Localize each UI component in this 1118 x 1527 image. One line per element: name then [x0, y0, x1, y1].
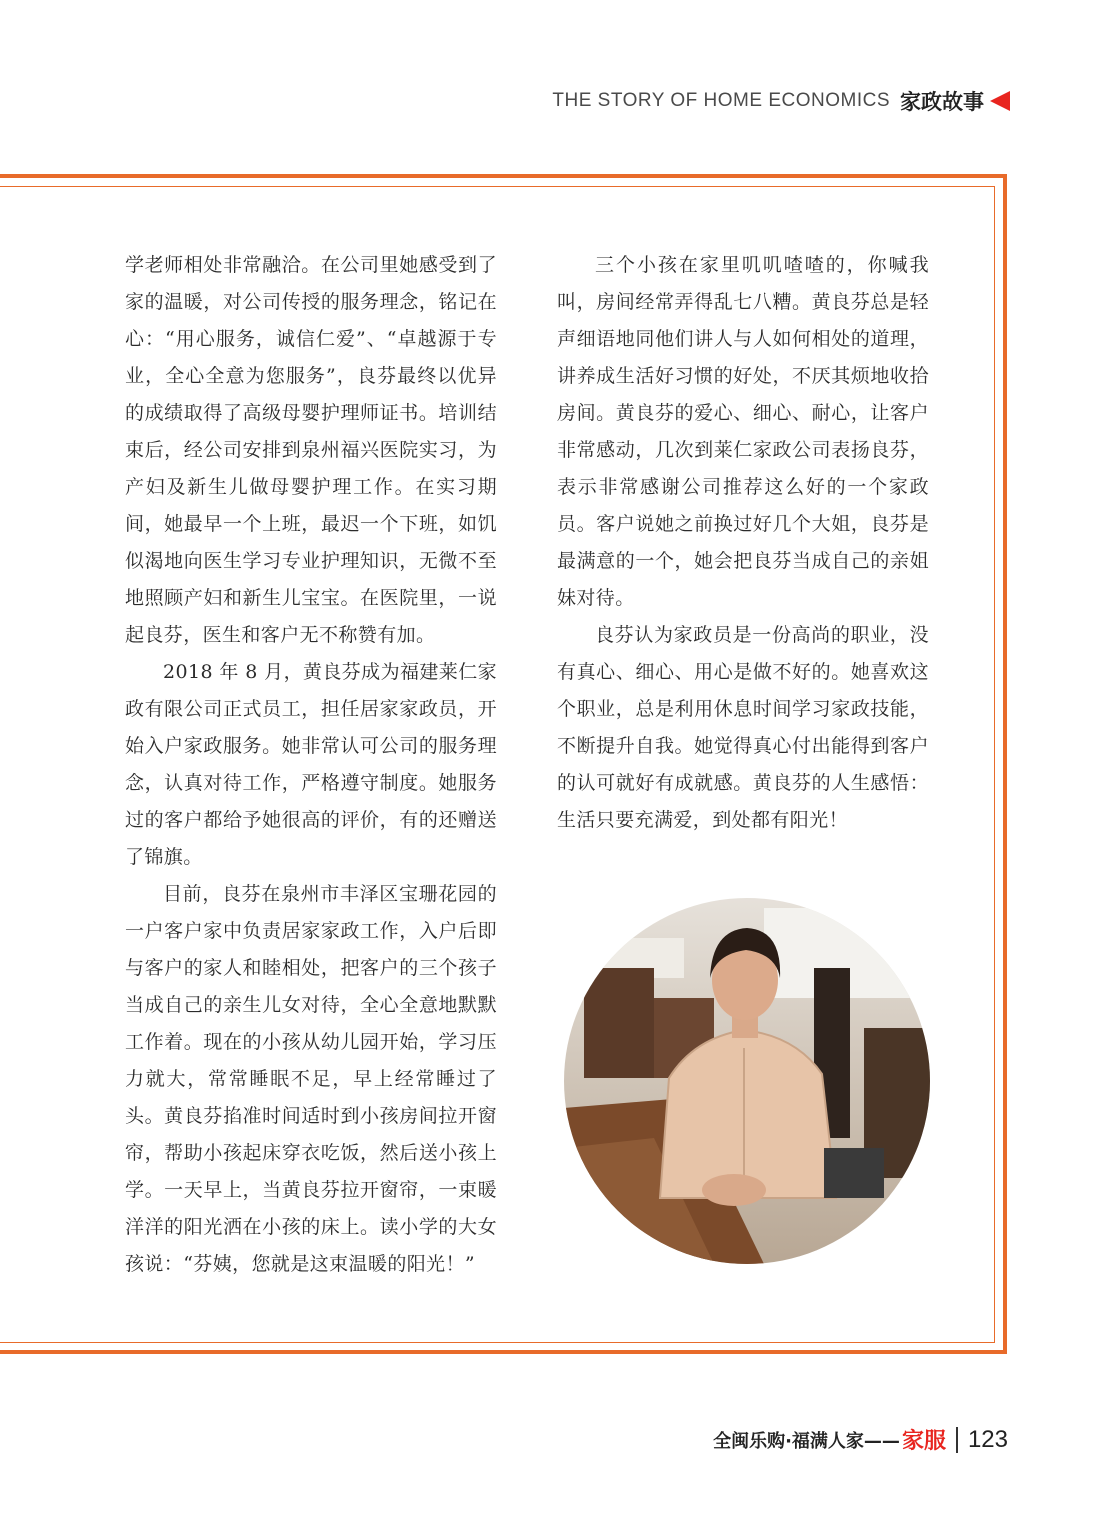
article-right-column	[557, 247, 929, 839]
paragraph: 三个小孩在家里叽叽喳喳的，你喊我叫，房间经常弄得乱七八糟。黄良芬总是轻声细语地同他们讲人与人如何相处的道理，讲养成生活好习惯的好处，不厌其烦地收拾房间。黄良芬的爱心、细心、耐心，让客户非常感动，几次到莱仁家政公司表扬良芬，表示非常感谢公司推荐这么好的一个家政员。客户说她之前换过好几个大姐，良芬是最满意的一个，她会把良芬当成自己的亲姐妹对待。	[557, 254, 929, 609]
footer-brand: 家服	[901, 1429, 946, 1454]
paragraph: 2018 年 8 月，黄良芬成为福建莱仁家政有限公司正式员工，担任居家家政员，开始入户家政服务。她非常认可公司的服务理念，认真对待工作，严格遵守制度。她服务过的客户都给予她很高的评价，有的还赠送了锦旗。	[125, 661, 497, 868]
section-header	[552, 86, 1010, 116]
article-left-column	[125, 247, 497, 1283]
paragraph: 学老师相处非常融洽。在公司里她感受到了家的温暖，对公司传授的服务理念，铭记在心：“用心服务，诚信仁爱”、“卓越源于专业，全心全意为您服务”，良芬最终以优异的成绩取得了高级母婴护理师证书。培训结束后，经公司安排到泉州福兴医院实习，为产妇及新生儿做母婴护理工作。在实习期间，她最早一个上班，最迟一个下班，如饥似渴地向医生学习专业护理知识，无微不至地照顾产妇和新生儿宝宝。在医院里，一说起良芬，医生和客户无不称赞有加。	[125, 254, 497, 646]
portrait-photo	[564, 898, 930, 1264]
portrait-illustration	[564, 898, 930, 1264]
left-arrow-icon	[990, 91, 1010, 111]
paragraph: 良芬认为家政员是一份高尚的职业，没有真心、细心、用心是做不好的。她喜欢这个职业，总是利用休息时间学习家政技能，不断提升自我。她觉得真心付出能得到客户的认可就好有成就感。黄良芬的人生感悟：生活只要充满爱，到处都有阳光！	[557, 624, 929, 831]
page-number: 123	[967, 1425, 1008, 1453]
section-title-chinese: 家政故事	[900, 90, 984, 114]
paragraph: 目前，良芬在泉州市丰泽区宝珊花园的一户客户家中负责居家家政工作，入户后即与客户的家人和睦相处，把客户的三个孩子当成自己的亲生儿女对待，全心全意地默默工作着。现在的小孩从幼儿园开始，学习压力就大，常常睡眠不足，早上经常睡过了头。黄良芬掐准时间适时到小孩房间拉开窗帘，帮助小孩起床穿衣吃饭，然后送小孩上学。一天早上，当黄良芬拉开窗帘，一束暖洋洋的阳光洒在小孩的床上。读小学的大女孩说：“芬姨，您就是这束温暖的阳光！”	[125, 883, 497, 1275]
section-title-english: THE STORY OF HOME ECONOMICS	[552, 90, 890, 111]
footer-slogan: 全闽乐购·福满人家——	[713, 1430, 900, 1452]
footer-divider	[956, 1427, 958, 1453]
page-footer	[713, 1424, 1008, 1455]
